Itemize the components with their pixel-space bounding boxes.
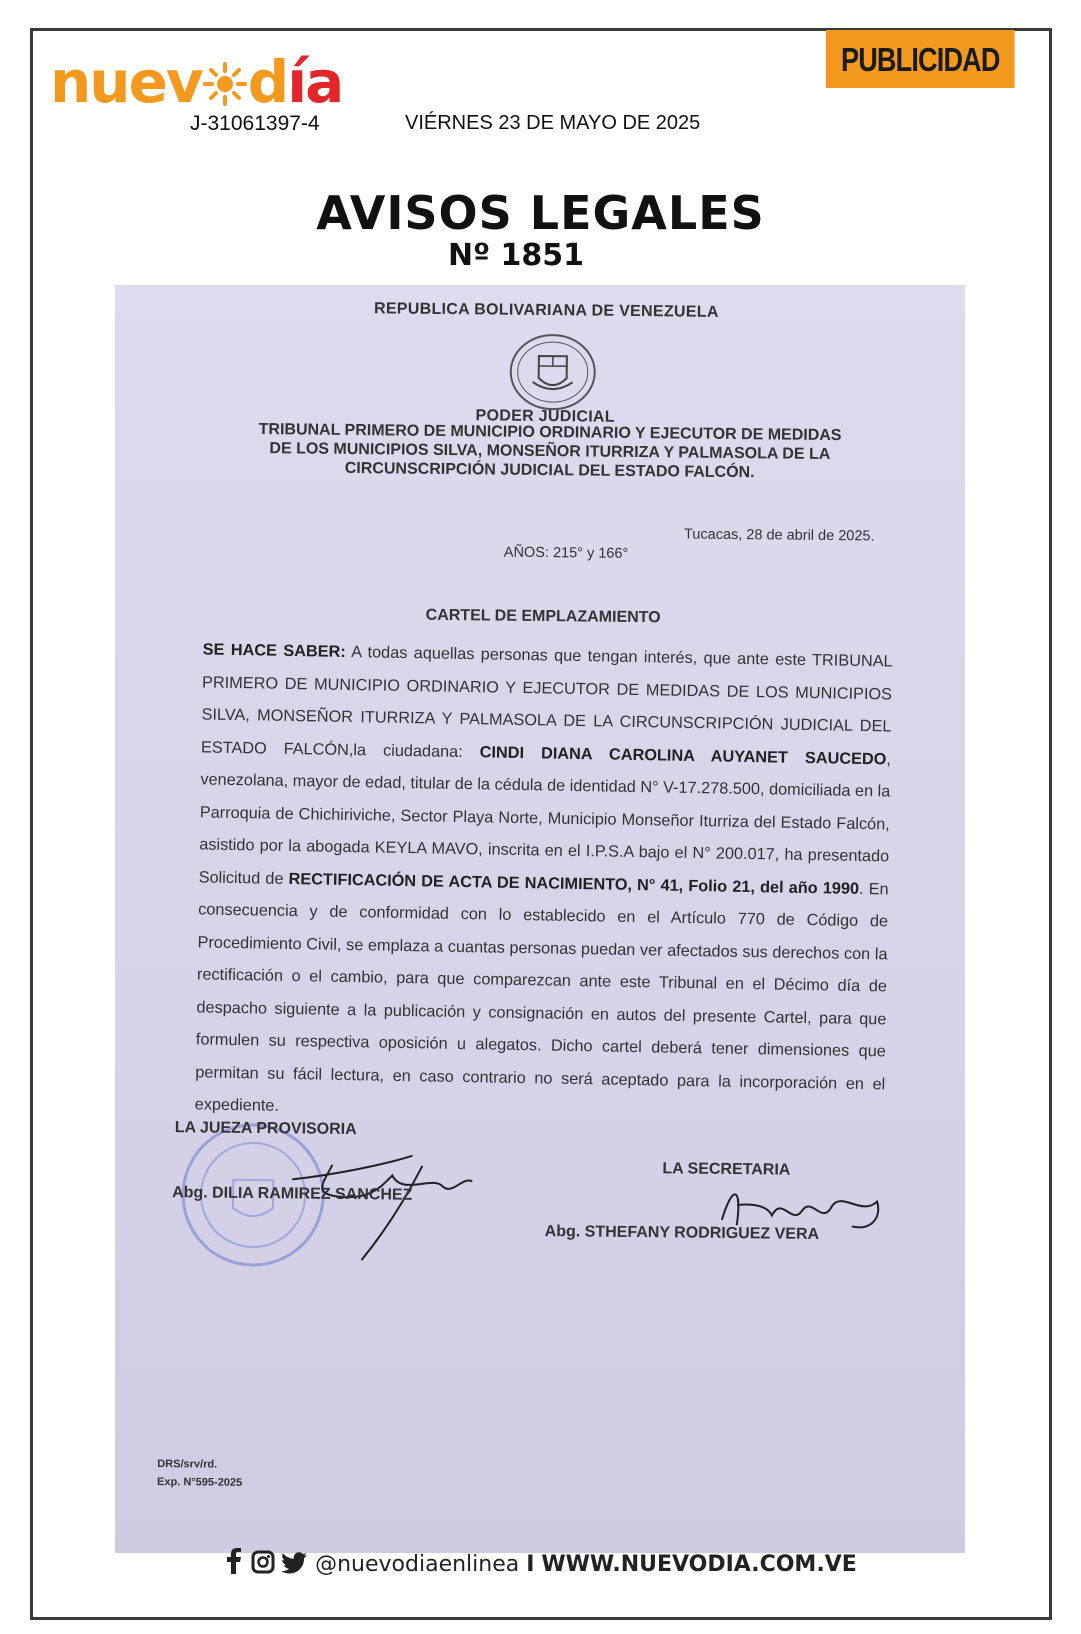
notice-body	[194, 633, 892, 1132]
request-type: RECTIFICACIÓN DE ACTA DE NACIMIENTO, N° 41, Folio 21, del año 1990	[288, 869, 860, 898]
footer-bar	[0, 1548, 1081, 1578]
document-heading: CARTEL DE EMPLAZAMIENTO	[425, 606, 661, 627]
logo-text-1: nuev	[50, 48, 202, 116]
tax-id: J-31061397-4	[190, 112, 320, 135]
body-part-3: . En consecuencia y de conformidad con lo establecido en el Artículo 770 de Código de Procedimiento Civil, se emplaza a cuantas personas puedan ver afectados sus derechos con la rectificación o el cambio, para que comparezcan ante este Tribunal en el Décimo día de despacho siguiente a la publicación y consignación en autos del presente Cartel, para que formulen su respectiva oposición u alegatos. Dicho cartel deberá tener dimensiones que permitan su fácil lectura, en caso contrario no será aceptado para la incorporación en el expediente.	[194, 879, 889, 1115]
country-header: REPUBLICA BOLIVARIANA DE VENEZUELA	[373, 300, 719, 321]
secretary-name: Abg. STHEFANY RODRIGUEZ VERA	[544, 1223, 820, 1243]
publicidad-badge: PUBLICIDAD	[826, 30, 1015, 88]
judicial-power: PODER JUDICIAL	[475, 407, 616, 426]
document-photo	[115, 285, 965, 1553]
footer-separator: I	[526, 1552, 535, 1577]
body-lead: SE HACE SABER:	[202, 640, 346, 661]
judge-title: LA JUEZA PROVISORIA	[174, 1119, 357, 1139]
issue-date: VIÉRNES 23 DE MAYO DE 2025	[405, 112, 701, 134]
coat-of-arms-seal-icon	[508, 332, 597, 413]
sun-logo-icon	[203, 62, 247, 106]
court-line-2: DE LOS MUNICIPIOS SILVA, MONSEÑOR ITURRIZA Y PALMASOLA DE LA	[269, 440, 831, 464]
secretary-title: LA SECRETARIA	[662, 1160, 791, 1179]
place-date: Tucacas, 28 de abril de 2025.	[683, 526, 875, 545]
notice-number: Nº 1851	[448, 238, 584, 273]
court-name	[210, 420, 891, 484]
social-handle[interactable]: @nuevodiaenlinea	[315, 1552, 520, 1577]
newspaper-logo[interactable]	[50, 48, 343, 116]
page-title: AVISOS LEGALES	[316, 186, 765, 240]
initials: DRS/srv/rd.	[157, 1458, 218, 1471]
instagram-icon[interactable]	[251, 1550, 275, 1574]
logo-text-3: ía	[287, 48, 343, 116]
logo-text-2: d	[247, 48, 288, 116]
court-line-3: CIRCUNSCRIPCIÓN JUDICIAL DEL ESTADO FALCÓN.	[344, 459, 755, 482]
judge-name: Abg. DILIA RAMIREZ SANCHEZ	[172, 1184, 413, 1204]
twitter-icon[interactable]	[282, 1552, 308, 1574]
body-part-1: A todas aquellas personas que tengan interés, que ante este TRIBUNAL PRIMERO DE MUNICIPIO ORDINARIO Y EJECUTOR DE MEDIDAS DE LOS MUNICIPIOS SILVA, MONSEÑOR ITURRIZA Y PALMASOLA DE LA CIRCUNSCRIPCIÓN JUDICIAL DEL ESTADO FALCÓN,la ciudadana:	[200, 642, 893, 761]
facebook-icon[interactable]	[224, 1548, 244, 1574]
court-line-1: TRIBUNAL PRIMERO DE MUNICIPIO ORDINARIO Y EJECUTOR DE MEDIDAS	[258, 421, 842, 445]
body-part-2: , venezolana, mayor de edad, titular de la cédula de identidad N° V-17.278.500, domiciliada en la Parroquia de Chichiriviche, Sector Playa Norte, Municipio Monseñor Iturriza del Estado Falcón, asistido por la abogada KEYLA MAVO, inscrita en el I.P.S.A bajo el N° 200.017, ha presentado Solicitud de	[198, 749, 892, 888]
website-link[interactable]: WWW.NUEVODIA.COM.VE	[541, 1552, 857, 1577]
applicant-name: CINDI DIANA CAROLINA AUYANET SAUCEDO	[479, 742, 887, 768]
years-line: AÑOS: 215° y 166°	[503, 544, 629, 562]
file-number: Exp. N°595-2025	[157, 1476, 243, 1489]
